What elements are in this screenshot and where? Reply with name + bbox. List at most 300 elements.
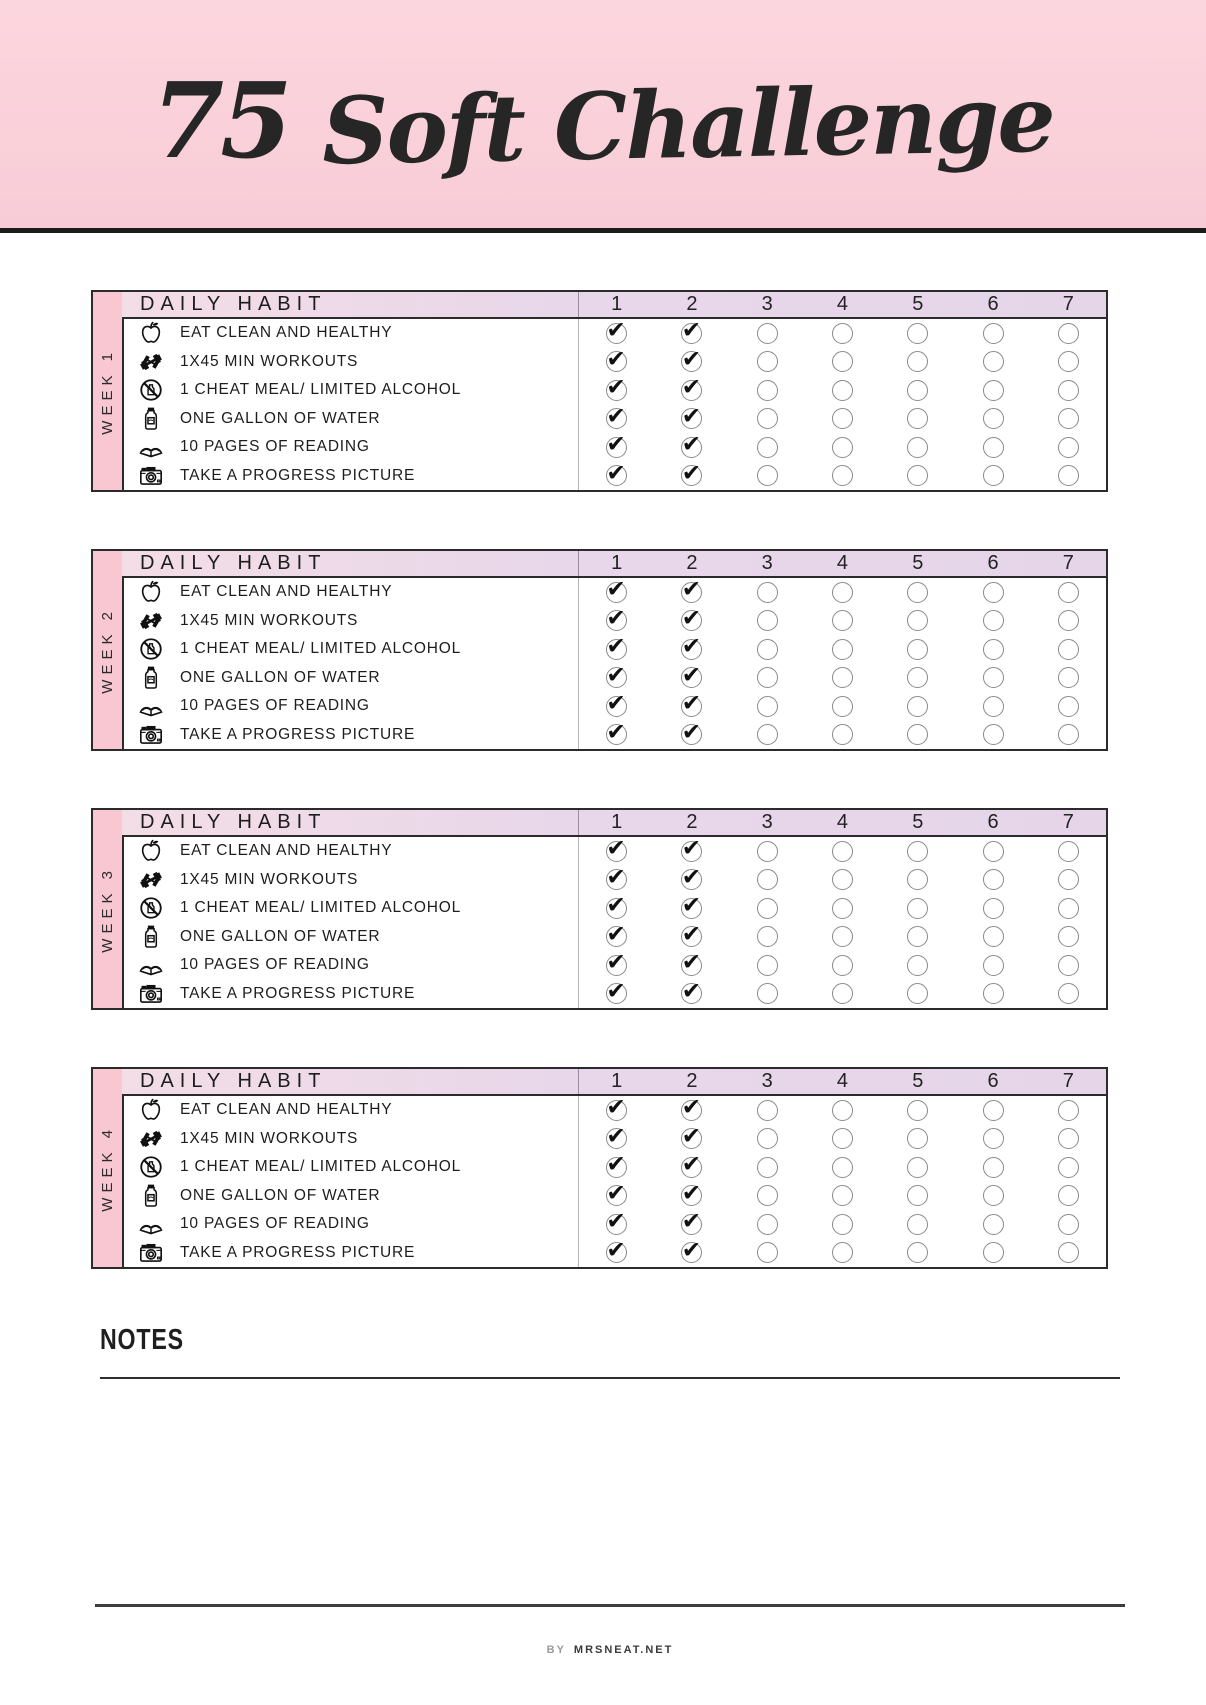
day-checkbox[interactable]	[880, 980, 955, 1009]
day-checkbox[interactable]	[1031, 837, 1106, 866]
day-checkbox[interactable]	[579, 1096, 654, 1125]
checkbox-circle[interactable]	[681, 949, 702, 976]
day-checkbox[interactable]	[1031, 951, 1106, 980]
day-checkbox[interactable]	[955, 1210, 1030, 1239]
day-checkbox[interactable]	[880, 578, 955, 607]
checkbox-circle[interactable]	[983, 1185, 1004, 1206]
checkbox-circle[interactable]	[832, 983, 853, 1004]
checkbox-circle[interactable]	[983, 1128, 1004, 1149]
checkbox-circle[interactable]	[606, 835, 627, 862]
checkbox-circle[interactable]	[681, 892, 702, 919]
checkbox-circle[interactable]	[1058, 582, 1079, 603]
checkbox-circle[interactable]	[606, 374, 627, 401]
day-checkbox[interactable]	[955, 692, 1030, 721]
checkbox-circle[interactable]	[681, 576, 702, 603]
day-checkbox[interactable]	[654, 578, 729, 607]
day-checkbox[interactable]	[730, 1239, 805, 1268]
day-checkbox[interactable]	[654, 866, 729, 895]
day-checkbox[interactable]	[805, 319, 880, 348]
checkbox-circle[interactable]	[832, 898, 853, 919]
day-checkbox[interactable]	[579, 1210, 654, 1239]
checkbox-circle[interactable]	[757, 667, 778, 688]
checkbox-circle[interactable]	[757, 696, 778, 717]
day-checkbox[interactable]	[579, 607, 654, 636]
day-checkbox[interactable]	[880, 664, 955, 693]
checkbox-circle[interactable]	[983, 610, 1004, 631]
checkbox-circle[interactable]	[606, 346, 627, 373]
checkbox-circle[interactable]	[606, 662, 627, 689]
checkbox-circle[interactable]	[1058, 841, 1079, 862]
checkbox-circle[interactable]	[983, 639, 1004, 660]
day-checkbox[interactable]	[805, 405, 880, 434]
checkbox-circle[interactable]	[983, 667, 1004, 688]
checkbox-circle[interactable]	[1058, 1214, 1079, 1235]
day-checkbox[interactable]	[955, 433, 1030, 462]
checkbox-circle[interactable]	[757, 465, 778, 486]
day-checkbox[interactable]	[880, 462, 955, 491]
checkbox-circle[interactable]	[757, 437, 778, 458]
day-checkbox[interactable]	[805, 980, 880, 1009]
day-checkbox[interactable]	[730, 578, 805, 607]
day-checkbox[interactable]	[579, 319, 654, 348]
checkbox-circle[interactable]	[832, 437, 853, 458]
day-checkbox[interactable]	[805, 607, 880, 636]
day-checkbox[interactable]	[1031, 923, 1106, 952]
checkbox-circle[interactable]	[983, 323, 1004, 344]
checkbox-circle[interactable]	[757, 1242, 778, 1263]
day-checkbox[interactable]	[1031, 1096, 1106, 1125]
day-checkbox[interactable]	[730, 1210, 805, 1239]
checkbox-circle[interactable]	[983, 380, 1004, 401]
day-checkbox[interactable]	[805, 433, 880, 462]
checkbox-circle[interactable]	[1058, 380, 1079, 401]
checkbox-circle[interactable]	[832, 582, 853, 603]
checkbox-circle[interactable]	[681, 633, 702, 660]
day-checkbox[interactable]	[880, 951, 955, 980]
checkbox-circle[interactable]	[757, 1128, 778, 1149]
day-checkbox[interactable]	[880, 837, 955, 866]
checkbox-circle[interactable]	[983, 1157, 1004, 1178]
checkbox-circle[interactable]	[757, 610, 778, 631]
checkbox-circle[interactable]	[681, 460, 702, 487]
day-checkbox[interactable]	[730, 635, 805, 664]
checkbox-circle[interactable]	[907, 1128, 928, 1149]
checkbox-circle[interactable]	[832, 955, 853, 976]
day-checkbox[interactable]	[579, 866, 654, 895]
day-checkbox[interactable]	[955, 1096, 1030, 1125]
checkbox-circle[interactable]	[907, 724, 928, 745]
day-checkbox[interactable]	[654, 664, 729, 693]
day-checkbox[interactable]	[805, 348, 880, 377]
checkbox-circle[interactable]	[1058, 1242, 1079, 1263]
day-checkbox[interactable]	[730, 980, 805, 1009]
checkbox-circle[interactable]	[681, 1237, 702, 1264]
checkbox-circle[interactable]	[681, 835, 702, 862]
day-checkbox[interactable]	[880, 923, 955, 952]
day-checkbox[interactable]	[654, 433, 729, 462]
day-checkbox[interactable]	[805, 923, 880, 952]
checkbox-circle[interactable]	[681, 690, 702, 717]
checkbox-circle[interactable]	[832, 869, 853, 890]
checkbox-circle[interactable]	[983, 955, 1004, 976]
checkbox-circle[interactable]	[907, 639, 928, 660]
day-checkbox[interactable]	[805, 692, 880, 721]
day-checkbox[interactable]	[654, 319, 729, 348]
day-checkbox[interactable]	[654, 462, 729, 491]
day-checkbox[interactable]	[1031, 1182, 1106, 1211]
day-checkbox[interactable]	[654, 348, 729, 377]
day-checkbox[interactable]	[1031, 635, 1106, 664]
day-checkbox[interactable]	[1031, 578, 1106, 607]
day-checkbox[interactable]	[955, 348, 1030, 377]
checkbox-circle[interactable]	[907, 582, 928, 603]
day-checkbox[interactable]	[1031, 433, 1106, 462]
day-checkbox[interactable]	[1031, 692, 1106, 721]
checkbox-circle[interactable]	[757, 955, 778, 976]
checkbox-circle[interactable]	[907, 955, 928, 976]
checkbox-circle[interactable]	[681, 1123, 702, 1150]
checkbox-circle[interactable]	[681, 1180, 702, 1207]
day-checkbox[interactable]	[730, 837, 805, 866]
checkbox-circle[interactable]	[1058, 724, 1079, 745]
day-checkbox[interactable]	[579, 348, 654, 377]
checkbox-circle[interactable]	[757, 380, 778, 401]
checkbox-circle[interactable]	[606, 1094, 627, 1121]
day-checkbox[interactable]	[579, 376, 654, 405]
checkbox-circle[interactable]	[1058, 323, 1079, 344]
checkbox-circle[interactable]	[1058, 926, 1079, 947]
checkbox-circle[interactable]	[606, 460, 627, 487]
checkbox-circle[interactable]	[983, 1214, 1004, 1235]
day-checkbox[interactable]	[579, 721, 654, 750]
day-checkbox[interactable]	[955, 721, 1030, 750]
day-checkbox[interactable]	[730, 721, 805, 750]
day-checkbox[interactable]	[880, 1125, 955, 1154]
checkbox-circle[interactable]	[606, 1123, 627, 1150]
day-checkbox[interactable]	[955, 1153, 1030, 1182]
day-checkbox[interactable]	[654, 1239, 729, 1268]
checkbox-circle[interactable]	[1058, 639, 1079, 660]
checkbox-circle[interactable]	[606, 633, 627, 660]
day-checkbox[interactable]	[579, 635, 654, 664]
day-checkbox[interactable]	[880, 1153, 955, 1182]
day-checkbox[interactable]	[955, 1125, 1030, 1154]
checkbox-circle[interactable]	[832, 610, 853, 631]
day-checkbox[interactable]	[805, 462, 880, 491]
day-checkbox[interactable]	[654, 1096, 729, 1125]
checkbox-circle[interactable]	[983, 696, 1004, 717]
checkbox-circle[interactable]	[606, 719, 627, 746]
checkbox-circle[interactable]	[907, 841, 928, 862]
day-checkbox[interactable]	[654, 980, 729, 1009]
checkbox-circle[interactable]	[983, 926, 1004, 947]
day-checkbox[interactable]	[730, 664, 805, 693]
checkbox-circle[interactable]	[1058, 667, 1079, 688]
day-checkbox[interactable]	[579, 1239, 654, 1268]
day-checkbox[interactable]	[654, 607, 729, 636]
checkbox-circle[interactable]	[907, 323, 928, 344]
checkbox-circle[interactable]	[832, 667, 853, 688]
checkbox-circle[interactable]	[832, 724, 853, 745]
day-checkbox[interactable]	[579, 1125, 654, 1154]
day-checkbox[interactable]	[654, 837, 729, 866]
checkbox-circle[interactable]	[907, 1157, 928, 1178]
checkbox-circle[interactable]	[832, 1214, 853, 1235]
checkbox-circle[interactable]	[1058, 983, 1079, 1004]
day-checkbox[interactable]	[805, 837, 880, 866]
checkbox-circle[interactable]	[606, 892, 627, 919]
checkbox-circle[interactable]	[832, 380, 853, 401]
day-checkbox[interactable]	[880, 635, 955, 664]
day-checkbox[interactable]	[1031, 462, 1106, 491]
day-checkbox[interactable]	[880, 433, 955, 462]
day-checkbox[interactable]	[955, 376, 1030, 405]
checkbox-circle[interactable]	[606, 1180, 627, 1207]
checkbox-circle[interactable]	[1058, 869, 1079, 890]
day-checkbox[interactable]	[1031, 721, 1106, 750]
day-checkbox[interactable]	[730, 462, 805, 491]
day-checkbox[interactable]	[805, 376, 880, 405]
checkbox-circle[interactable]	[832, 841, 853, 862]
checkbox-circle[interactable]	[606, 978, 627, 1005]
day-checkbox[interactable]	[880, 1210, 955, 1239]
day-checkbox[interactable]	[730, 923, 805, 952]
day-checkbox[interactable]	[654, 692, 729, 721]
checkbox-circle[interactable]	[832, 1157, 853, 1178]
checkbox-circle[interactable]	[681, 864, 702, 891]
day-checkbox[interactable]	[579, 433, 654, 462]
day-checkbox[interactable]	[1031, 1125, 1106, 1154]
checkbox-circle[interactable]	[757, 926, 778, 947]
day-checkbox[interactable]	[880, 376, 955, 405]
day-checkbox[interactable]	[579, 405, 654, 434]
day-checkbox[interactable]	[1031, 348, 1106, 377]
day-checkbox[interactable]	[730, 348, 805, 377]
checkbox-circle[interactable]	[757, 1157, 778, 1178]
day-checkbox[interactable]	[654, 1182, 729, 1211]
day-checkbox[interactable]	[880, 405, 955, 434]
day-checkbox[interactable]	[1031, 866, 1106, 895]
checkbox-circle[interactable]	[907, 351, 928, 372]
checkbox-circle[interactable]	[983, 983, 1004, 1004]
checkbox-circle[interactable]	[757, 869, 778, 890]
checkbox-circle[interactable]	[757, 841, 778, 862]
day-checkbox[interactable]	[579, 1182, 654, 1211]
day-checkbox[interactable]	[805, 635, 880, 664]
checkbox-circle[interactable]	[757, 898, 778, 919]
checkbox-circle[interactable]	[757, 1100, 778, 1121]
checkbox-circle[interactable]	[1058, 955, 1079, 976]
checkbox-circle[interactable]	[757, 351, 778, 372]
day-checkbox[interactable]	[1031, 319, 1106, 348]
checkbox-circle[interactable]	[983, 465, 1004, 486]
checkbox-circle[interactable]	[832, 1100, 853, 1121]
checkbox-circle[interactable]	[983, 437, 1004, 458]
day-checkbox[interactable]	[880, 607, 955, 636]
checkbox-circle[interactable]	[832, 351, 853, 372]
day-checkbox[interactable]	[730, 1096, 805, 1125]
checkbox-circle[interactable]	[907, 1242, 928, 1263]
checkbox-circle[interactable]	[983, 869, 1004, 890]
checkbox-circle[interactable]	[1058, 898, 1079, 919]
day-checkbox[interactable]	[579, 894, 654, 923]
checkbox-circle[interactable]	[606, 576, 627, 603]
day-checkbox[interactable]	[880, 692, 955, 721]
checkbox-circle[interactable]	[681, 921, 702, 948]
day-checkbox[interactable]	[880, 348, 955, 377]
day-checkbox[interactable]	[1031, 894, 1106, 923]
day-checkbox[interactable]	[730, 866, 805, 895]
checkbox-circle[interactable]	[1058, 437, 1079, 458]
day-checkbox[interactable]	[805, 664, 880, 693]
day-checkbox[interactable]	[805, 866, 880, 895]
day-checkbox[interactable]	[1031, 1210, 1106, 1239]
day-checkbox[interactable]	[579, 951, 654, 980]
day-checkbox[interactable]	[805, 1182, 880, 1211]
checkbox-circle[interactable]	[757, 724, 778, 745]
day-checkbox[interactable]	[805, 578, 880, 607]
checkbox-circle[interactable]	[983, 582, 1004, 603]
day-checkbox[interactable]	[579, 1153, 654, 1182]
checkbox-circle[interactable]	[757, 639, 778, 660]
day-checkbox[interactable]	[805, 894, 880, 923]
day-checkbox[interactable]	[880, 319, 955, 348]
day-checkbox[interactable]	[654, 1125, 729, 1154]
checkbox-circle[interactable]	[983, 841, 1004, 862]
day-checkbox[interactable]	[654, 635, 729, 664]
day-checkbox[interactable]	[730, 319, 805, 348]
day-checkbox[interactable]	[955, 866, 1030, 895]
checkbox-circle[interactable]	[681, 1208, 702, 1235]
checkbox-circle[interactable]	[757, 408, 778, 429]
checkbox-circle[interactable]	[907, 465, 928, 486]
checkbox-circle[interactable]	[832, 1128, 853, 1149]
checkbox-circle[interactable]	[1058, 351, 1079, 372]
checkbox-circle[interactable]	[907, 408, 928, 429]
day-checkbox[interactable]	[654, 1153, 729, 1182]
checkbox-circle[interactable]	[681, 346, 702, 373]
checkbox-circle[interactable]	[606, 864, 627, 891]
day-checkbox[interactable]	[955, 980, 1030, 1009]
checkbox-circle[interactable]	[681, 403, 702, 430]
day-checkbox[interactable]	[730, 1125, 805, 1154]
checkbox-circle[interactable]	[606, 403, 627, 430]
checkbox-circle[interactable]	[907, 1214, 928, 1235]
day-checkbox[interactable]	[730, 433, 805, 462]
checkbox-circle[interactable]	[757, 323, 778, 344]
day-checkbox[interactable]	[880, 721, 955, 750]
checkbox-circle[interactable]	[832, 639, 853, 660]
checkbox-circle[interactable]	[606, 1208, 627, 1235]
checkbox-circle[interactable]	[1058, 1157, 1079, 1178]
day-checkbox[interactable]	[730, 376, 805, 405]
day-checkbox[interactable]	[880, 1096, 955, 1125]
checkbox-circle[interactable]	[681, 719, 702, 746]
day-checkbox[interactable]	[1031, 664, 1106, 693]
checkbox-circle[interactable]	[681, 978, 702, 1005]
day-checkbox[interactable]	[955, 405, 1030, 434]
checkbox-circle[interactable]	[832, 1185, 853, 1206]
day-checkbox[interactable]	[730, 951, 805, 980]
day-checkbox[interactable]	[955, 664, 1030, 693]
day-checkbox[interactable]	[955, 837, 1030, 866]
checkbox-circle[interactable]	[907, 1100, 928, 1121]
day-checkbox[interactable]	[955, 319, 1030, 348]
day-checkbox[interactable]	[579, 462, 654, 491]
day-checkbox[interactable]	[805, 1096, 880, 1125]
checkbox-circle[interactable]	[757, 983, 778, 1004]
checkbox-circle[interactable]	[1058, 1100, 1079, 1121]
checkbox-circle[interactable]	[983, 351, 1004, 372]
checkbox-circle[interactable]	[907, 610, 928, 631]
day-checkbox[interactable]	[955, 607, 1030, 636]
day-checkbox[interactable]	[730, 1153, 805, 1182]
day-checkbox[interactable]	[654, 405, 729, 434]
day-checkbox[interactable]	[880, 1182, 955, 1211]
checkbox-circle[interactable]	[1058, 696, 1079, 717]
checkbox-circle[interactable]	[907, 437, 928, 458]
day-checkbox[interactable]	[955, 1182, 1030, 1211]
checkbox-circle[interactable]	[983, 1242, 1004, 1263]
checkbox-circle[interactable]	[983, 408, 1004, 429]
day-checkbox[interactable]	[730, 692, 805, 721]
day-checkbox[interactable]	[579, 980, 654, 1009]
checkbox-circle[interactable]	[681, 317, 702, 344]
checkbox-circle[interactable]	[832, 696, 853, 717]
checkbox-circle[interactable]	[907, 898, 928, 919]
day-checkbox[interactable]	[955, 578, 1030, 607]
checkbox-circle[interactable]	[1058, 1128, 1079, 1149]
day-checkbox[interactable]	[730, 405, 805, 434]
checkbox-circle[interactable]	[983, 724, 1004, 745]
checkbox-circle[interactable]	[681, 1094, 702, 1121]
day-checkbox[interactable]	[805, 1210, 880, 1239]
day-checkbox[interactable]	[880, 1239, 955, 1268]
checkbox-circle[interactable]	[1058, 1185, 1079, 1206]
day-checkbox[interactable]	[579, 578, 654, 607]
day-checkbox[interactable]	[579, 664, 654, 693]
checkbox-circle[interactable]	[983, 898, 1004, 919]
day-checkbox[interactable]	[1031, 405, 1106, 434]
day-checkbox[interactable]	[579, 837, 654, 866]
checkbox-circle[interactable]	[681, 1151, 702, 1178]
day-checkbox[interactable]	[805, 721, 880, 750]
day-checkbox[interactable]	[730, 607, 805, 636]
checkbox-circle[interactable]	[757, 1185, 778, 1206]
day-checkbox[interactable]	[579, 692, 654, 721]
checkbox-circle[interactable]	[983, 1100, 1004, 1121]
checkbox-circle[interactable]	[606, 921, 627, 948]
checkbox-circle[interactable]	[1058, 465, 1079, 486]
day-checkbox[interactable]	[654, 894, 729, 923]
day-checkbox[interactable]	[805, 1125, 880, 1154]
day-checkbox[interactable]	[654, 923, 729, 952]
checkbox-circle[interactable]	[606, 949, 627, 976]
checkbox-circle[interactable]	[907, 869, 928, 890]
checkbox-circle[interactable]	[907, 983, 928, 1004]
day-checkbox[interactable]	[654, 721, 729, 750]
checkbox-circle[interactable]	[606, 431, 627, 458]
day-checkbox[interactable]	[1031, 376, 1106, 405]
checkbox-circle[interactable]	[1058, 610, 1079, 631]
checkbox-circle[interactable]	[757, 582, 778, 603]
day-checkbox[interactable]	[805, 1239, 880, 1268]
day-checkbox[interactable]	[1031, 980, 1106, 1009]
checkbox-circle[interactable]	[907, 926, 928, 947]
day-checkbox[interactable]	[579, 923, 654, 952]
day-checkbox[interactable]	[880, 866, 955, 895]
day-checkbox[interactable]	[805, 1153, 880, 1182]
